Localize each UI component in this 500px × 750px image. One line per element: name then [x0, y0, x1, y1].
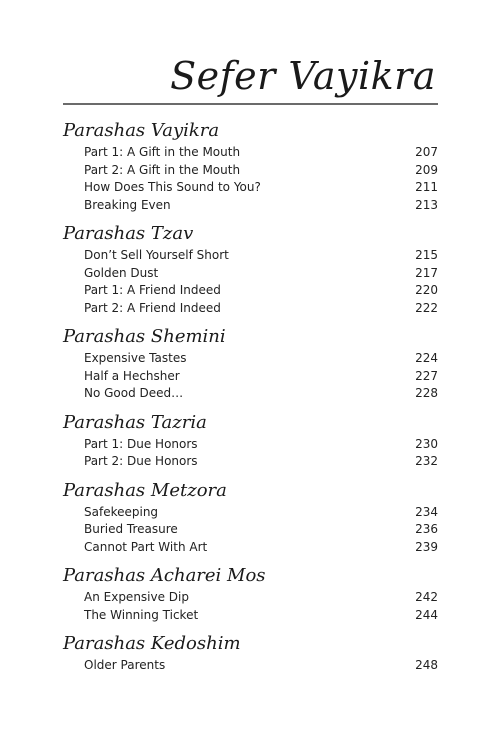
- entry-page-number: 230: [415, 436, 438, 451]
- toc-entry: [63, 265, 438, 283]
- entry-title: An Expensive Dip: [84, 590, 189, 604]
- toc-section: [63, 221, 438, 317]
- entry-title: No Good Deed…: [84, 386, 184, 400]
- entry-page-number: 248: [415, 658, 438, 672]
- toc-section: [63, 410, 438, 471]
- section-heading: Parashas Vayikra: [63, 120, 220, 141]
- entry-page-number: 244: [415, 607, 438, 622]
- toc-entry: [63, 504, 438, 522]
- toc-entry: [63, 589, 438, 607]
- entry-title: Part 2: A Friend Indeed: [84, 300, 221, 315]
- toc-entry: [63, 436, 438, 454]
- toc-section: [63, 118, 438, 214]
- table-of-contents: [63, 118, 438, 682]
- entry-page-number: 236: [415, 522, 438, 536]
- toc-entry: [63, 179, 438, 197]
- entry-page-number: 215: [415, 248, 438, 262]
- entry-title: Safekeeping: [84, 504, 159, 519]
- toc-entry: [63, 162, 438, 180]
- toc-entry: [63, 247, 438, 265]
- entry-page-number: 239: [415, 539, 438, 554]
- book-title: Sefer Vayikra: [170, 54, 436, 98]
- toc-section: [63, 324, 438, 403]
- toc-section: [63, 563, 438, 624]
- toc-entry: [63, 350, 438, 368]
- section-heading: Parashas Kedoshim: [63, 633, 241, 654]
- toc-section: [63, 631, 438, 675]
- toc-entry: [63, 539, 438, 557]
- entry-title: Part 1: A Gift in the Mouth: [84, 145, 241, 159]
- section-heading: Parashas Metzora: [63, 479, 227, 501]
- entry-page-number: 224: [415, 351, 438, 365]
- entry-title: Don’t Sell Yourself Short: [84, 248, 229, 262]
- toc-entry: [63, 657, 438, 675]
- toc-entry: [63, 453, 438, 471]
- entry-title: Cannot Part With Art: [84, 539, 208, 554]
- toc-entry: [63, 607, 438, 625]
- entry-page-number: 234: [415, 504, 438, 519]
- entry-page-number: 217: [415, 265, 438, 280]
- section-heading: Parashas Shemini: [63, 326, 226, 347]
- entry-title: Breaking Even: [84, 197, 171, 212]
- entry-page-number: 220: [415, 283, 438, 297]
- section-heading: Parashas Acharei Mos: [63, 565, 266, 586]
- toc-entry: [63, 385, 438, 403]
- entry-title: How Does This Sound to You?: [84, 180, 261, 194]
- toc-entry: [63, 521, 438, 539]
- title-divider: [63, 103, 438, 105]
- entry-page-number: 211: [415, 180, 438, 194]
- toc-section: [63, 478, 438, 557]
- entry-page-number: 207: [415, 145, 438, 159]
- toc-entry: [63, 282, 438, 300]
- entry-page-number: 209: [415, 162, 438, 177]
- entry-title: Part 1: Due Honors: [84, 436, 198, 451]
- entry-title: Older Parents: [84, 658, 166, 672]
- entry-page-number: 213: [415, 197, 438, 212]
- toc-entry: [63, 197, 438, 215]
- entry-title: Half a Hechsher: [84, 368, 180, 383]
- section-heading: Parashas Tzav: [63, 223, 194, 244]
- entry-page-number: 242: [415, 590, 438, 604]
- entry-title: Part 2: Due Honors: [84, 454, 198, 468]
- entry-title: Buried Treasure: [84, 522, 178, 536]
- entry-page-number: 232: [415, 454, 438, 468]
- entry-title: Expensive Tastes: [84, 351, 187, 365]
- entry-title: The Winning Ticket: [84, 607, 199, 622]
- entry-title: Part 1: A Friend Indeed: [84, 283, 221, 297]
- section-heading: Parashas Tazria: [63, 411, 207, 433]
- entry-page-number: 228: [415, 386, 438, 400]
- entry-title: Part 2: A Gift in the Mouth: [84, 162, 241, 177]
- toc-entry: [63, 300, 438, 318]
- entry-page-number: 227: [415, 368, 438, 383]
- entry-title: Golden Dust: [84, 265, 159, 280]
- toc-entry: [63, 368, 438, 386]
- toc-entry: [63, 144, 438, 162]
- entry-page-number: 222: [415, 300, 438, 315]
